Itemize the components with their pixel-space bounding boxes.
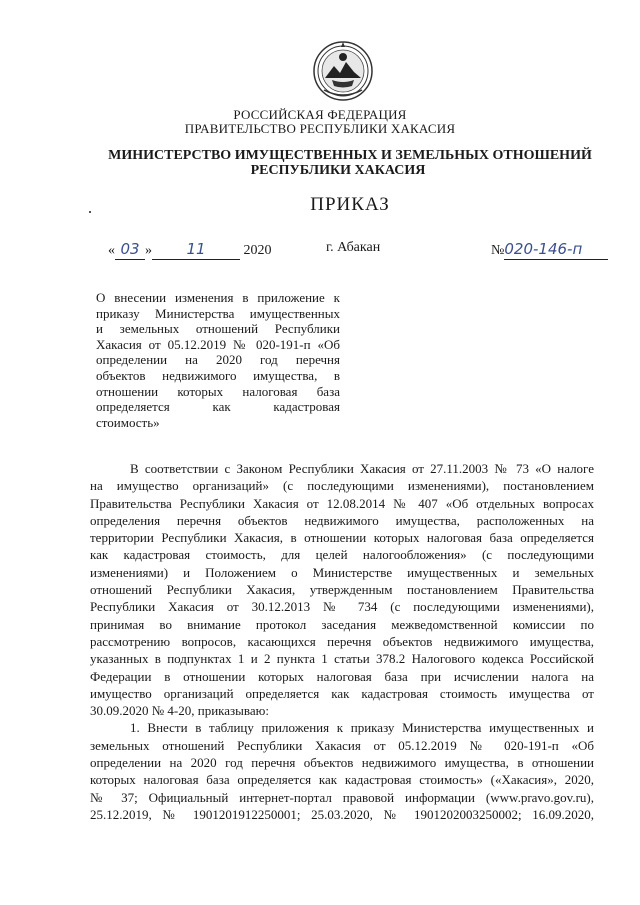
subject-line: О внесении изменения в приложение к [96, 290, 340, 305]
subject-line: отношении которых налоговая база [96, 383, 340, 399]
body-line: принимая во внимание протокол заседания межведомственной комиссии по [90, 616, 594, 632]
body-line: 25.12.2019, № 1901201912250001; 25.03.2020, № 1901202003250002; 16.09.2020, [90, 806, 594, 822]
body-line: определении на 2020 год перечня объектов недвижимого имущества, в отношении [90, 755, 594, 771]
body-line: 30.09.2020 № 4-20, приказываю: [90, 703, 269, 719]
body-line: 1. Внести в таблицу приложения к приказу Министерства имущественных и [130, 720, 594, 736]
date-year: 2020 [243, 243, 272, 258]
order-date [108, 240, 272, 260]
subject-line: стоимость» [96, 414, 160, 430]
body-line: Республики Хакасия от 30.12.2013 № 734 (с последующими изменениями), [90, 599, 594, 615]
document-type: ПРИКАЗ [310, 194, 390, 215]
number-prefix: № [491, 243, 505, 258]
subject-line: приказу Министерства имущественных [96, 305, 340, 321]
coat-of-arms-icon [312, 40, 374, 102]
body-line: территории Республики Хакасия, в отношении которых налоговая база определяется [90, 530, 594, 546]
body-line: имущество организаций определяется как кадастровая стоимость имущества от [90, 685, 594, 701]
body-line: № 37; Официальный интернет-портал правовой информации (www.pravo.gov.ru), [90, 789, 594, 805]
subject-line: объектов недвижимого имущества, в [96, 367, 340, 383]
date-month: 11 [152, 240, 240, 260]
subject-line: и земельных отношений Республики [96, 321, 340, 337]
federation-title: РОССИЙСКАЯ ФЕДЕРАЦИЯ [233, 107, 407, 122]
subject-line: определяется как кадастровая [96, 399, 340, 415]
subject-line: Хакасия от 05.12.2019 № 020-191-п «Об [96, 336, 340, 352]
close-quote: » [145, 243, 152, 258]
body-line: как кадастровая стоимость, для целей налогообложения» (с последующими [90, 547, 594, 563]
body-line: отношений Республики Хакасия, утвержденным постановлением Правительства [90, 582, 594, 598]
date-day: 03 [115, 240, 145, 260]
order-number [491, 240, 608, 260]
body-line: на имущество организаций» (с последующими изменениями), постановлением [90, 478, 594, 494]
body-line: которых налоговая база определяется как кадастровая стоимость» («Хакасия», 2020, [90, 772, 594, 788]
order-body [90, 460, 594, 823]
order-city: г. Абакан [326, 240, 381, 255]
scan-speck [89, 211, 91, 213]
body-line: В соответствии с Законом Республики Хакасия от 27.11.2003 № 73 «О налоге [130, 461, 594, 476]
ministry-name-line1: МИНИСТЕРСТВО ИМУЩЕСТВЕННЫХ И ЗЕМЕЛЬНЫХ ОТНОШЕНИЙ [108, 148, 592, 163]
body-line: Федерации в отношении которых налоговая база при исчислении налога на [90, 668, 594, 684]
body-line: изменениями) и Положением о Министерстве имущественных и земельных [90, 564, 594, 580]
number-value: 020-146-п [504, 240, 608, 260]
government-title: ПРАВИТЕЛЬСТВО РЕСПУБЛИКИ ХАКАСИЯ [184, 121, 456, 136]
ministry-name-line2: РЕСПУБЛИКИ ХАКАСИЯ [250, 163, 426, 178]
subject-line: определении на 2020 год перечня [96, 352, 340, 368]
order-subject [96, 290, 340, 430]
open-quote: « [108, 243, 115, 258]
body-line: рассмотрению вопросов, касающихся перечня объектов недвижимого имущества, [90, 633, 594, 649]
body-line: Правительства Республики Хакасия от 12.08.2014 № 407 «Об отдельных вопросах [90, 495, 594, 511]
body-line: земельных отношений Республики Хакасия от 05.12.2019 № 020-191-п «Об [90, 737, 594, 753]
body-line: указанных в подпунктах 1 и 2 пункта 1 статьи 378.2 Налогового кодекса Российской [90, 651, 594, 667]
body-line: определения перечня объектов недвижимого имущества, расположенных на [90, 512, 594, 528]
